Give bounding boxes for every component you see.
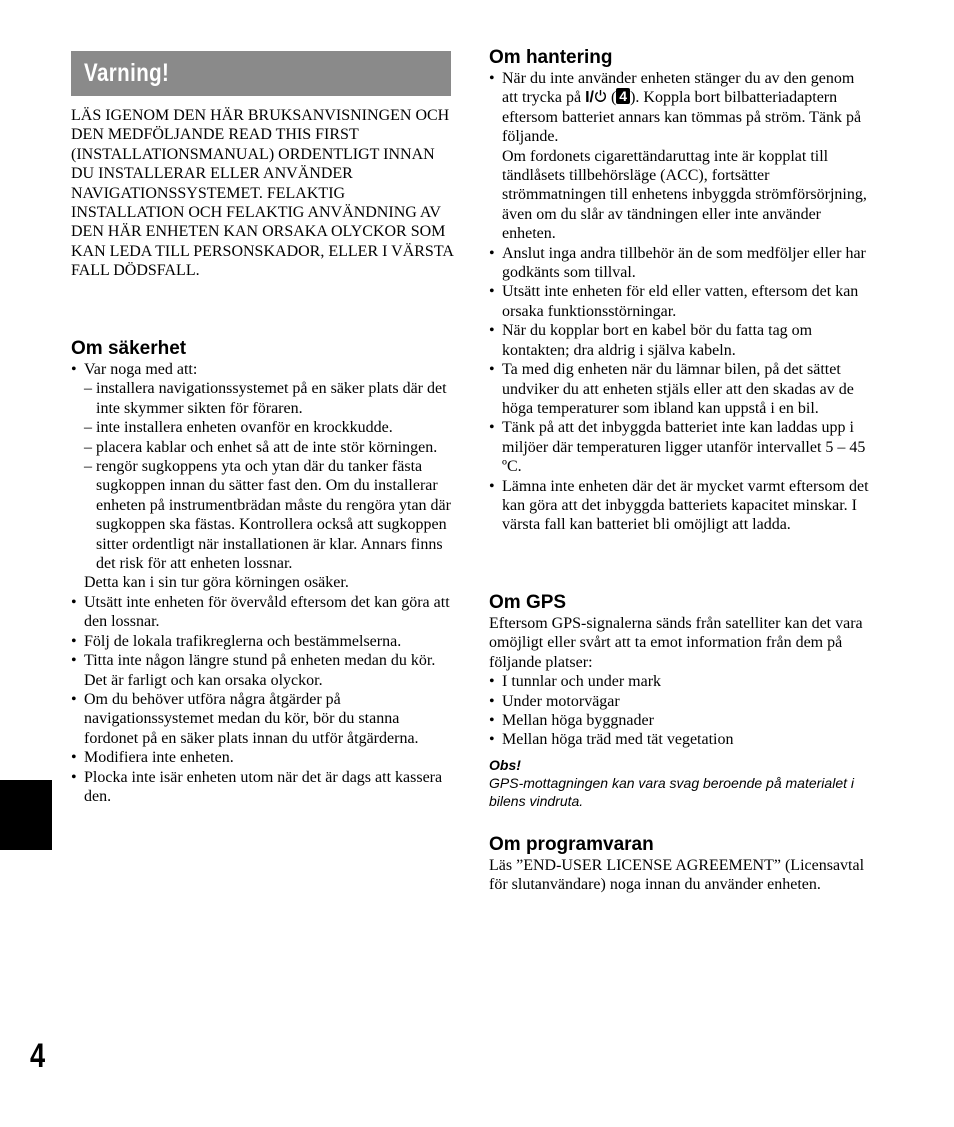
handling-list	[489, 69, 869, 535]
list-item: • I tunnlar och under mark	[489, 672, 869, 691]
note-text: GPS-mottagningen kan vara svag beroende på materialet i bilens vindruta.	[489, 774, 854, 809]
list-item: • Utsätt inte enheten för övervåld eftersom det kan göra att den lossnar.	[71, 593, 453, 632]
warning-banner	[71, 51, 451, 96]
dash-item: – rengör sugkoppens yta och ytan där du tanker fästa sugkoppen innan du sätter fast den. Om du installerar enheten på instrumentbrädan måste du rengöra ytan där sugkoppen ska fästas. Kontrollera också att sugkoppen sitter ordentligt när installationen är klar. Annars finns det risk för att enheten lossnar.	[84, 457, 453, 573]
safety-list	[71, 360, 453, 806]
page-number: 4	[30, 1037, 46, 1075]
gps-heading: Om GPS	[489, 592, 567, 613]
power-icon	[594, 89, 607, 103]
gps-section	[489, 592, 869, 810]
gps-list	[489, 672, 869, 750]
list-item: • Följ de lokala trafikreglerna och bestämmelserna.	[71, 632, 453, 651]
side-tab-marker	[0, 780, 52, 850]
safety-after-dash: Detta kan i sin tur göra körningen osäker.	[84, 574, 349, 592]
list-item: • Modifiera inte enheten.	[71, 748, 453, 767]
list-item: • När du kopplar bort en kabel bör du fatta tag om kontakten; dra aldrig i själva kabeln.	[489, 321, 869, 360]
software-text: Läs ”END-USER LICENSE AGREEMENT” (Licensavtal för slutanvändare) noga innan du använder enheten.	[489, 857, 865, 894]
gps-note	[489, 757, 869, 810]
software-heading: Om programvaran	[489, 834, 654, 855]
list-item	[71, 360, 453, 593]
safety-heading: Om säkerhet	[71, 338, 187, 359]
list-item: • Under motorvägar	[489, 692, 869, 711]
handling-section	[489, 47, 869, 535]
dash-item: – installera navigationssystemet på en säker plats där det inte skymmer sikten för föraren.	[84, 379, 453, 418]
warning-title: Varning!	[84, 59, 170, 87]
list-item: • Titta inte någon längre stund på enheten medan du kör. Det är farligt och kan orsaka olyckor.	[71, 651, 453, 690]
dash-item: – placera kablar och enhet så att de inte stör körningen.	[84, 438, 453, 457]
list-item: • Ta med dig enheten när du lämnar bilen, på det sättet undviker du att enheten stjäls eller att den skadas av de höga temperaturer som ibland kan uppstå i en bil.	[489, 360, 869, 418]
key-number-badge: 4	[616, 88, 630, 104]
list-item: • Utsätt inte enheten för eld eller vatten, eftersom det kan orsaka funktionsstörningar.	[489, 282, 869, 321]
handling-first-c: Om fordonets cigarettändaruttag inte är kopplat till tändlåsets tillbehörsläge (ACC), fortsätter strömmatningen till enhetens inbyggda strömförsörjning, även om du slår av tändningen eller inte använder enheten.	[502, 147, 867, 243]
safety-intro: Var noga med att:	[84, 361, 198, 378]
power-label: I/	[585, 89, 594, 107]
list-item: • Mellan höga byggnader	[489, 711, 869, 730]
dash-item: – inte installera enheten ovanför en krockkudde.	[84, 418, 453, 437]
handling-first-b: ). Koppla bort bilbatteriadaptern eftersom batteriet annars kan tömmas på ström. Tänk på följande.	[502, 89, 862, 146]
software-section	[489, 834, 869, 895]
paren-open: (	[610, 89, 617, 107]
list-item: • Anslut inga andra tillbehör än de som medföljer eller har godkänts som tillval.	[489, 244, 869, 283]
safety-section	[71, 338, 453, 806]
list-item: • Lämna inte enheten där det är mycket varmt eftersom det kan göra att det inbyggda batteriets kapacitet minskar. I värsta fall kan batteriet bli omöjligt att ladda.	[489, 477, 869, 535]
list-item: • Om du behöver utföra några åtgärder på navigationssystemet medan du kör, bör du stanna fordonet på en säker plats innan du utför åtgärderna.	[71, 690, 453, 748]
handling-heading: Om hantering	[489, 47, 613, 68]
note-title: Obs!	[489, 756, 521, 773]
handling-first-a: När du inte använder enheten stänger du av den genom att trycka på	[502, 70, 855, 107]
list-item: • Plocka inte isär enheten utom när det är dags att kassera den.	[71, 768, 453, 807]
warning-text: LÄS IGENOM DEN HÄR BRUKSANVISNINGEN OCH DEN MEDFÖLJANDE READ THIS FIRST (INSTALLATIONSMANUAL) ORDENTLIGT INNAN DU INSTALLERAR ELLER ANVÄNDER NAVIGATIONSSYSTEMET. FELAKTIG INSTALLATION OCH FELAKTIG ANVÄNDNING AV DEN HÄR ENHETEN KAN ORSAKA OLYCKOR SOM KAN LEDA TILL PERSONSKADOR, ELLER I VÄRSTA FALL DÖDSFALL.	[71, 107, 453, 280]
gps-intro: Eftersom GPS-signalerna sänds från satelliter kan det vara omöjligt eller svårt att ta emot information från dem på följande platser:	[489, 615, 863, 671]
list-item: • Tänk på att det inbyggda batteriet inte kan laddas upp i miljöer där temperaturen ligger utanför intervallet 5 – 45 ºC.	[489, 418, 869, 476]
list-item	[489, 69, 869, 244]
safety-dash-list	[84, 379, 453, 573]
list-item: • Mellan höga träd med tät vegetation	[489, 730, 869, 749]
